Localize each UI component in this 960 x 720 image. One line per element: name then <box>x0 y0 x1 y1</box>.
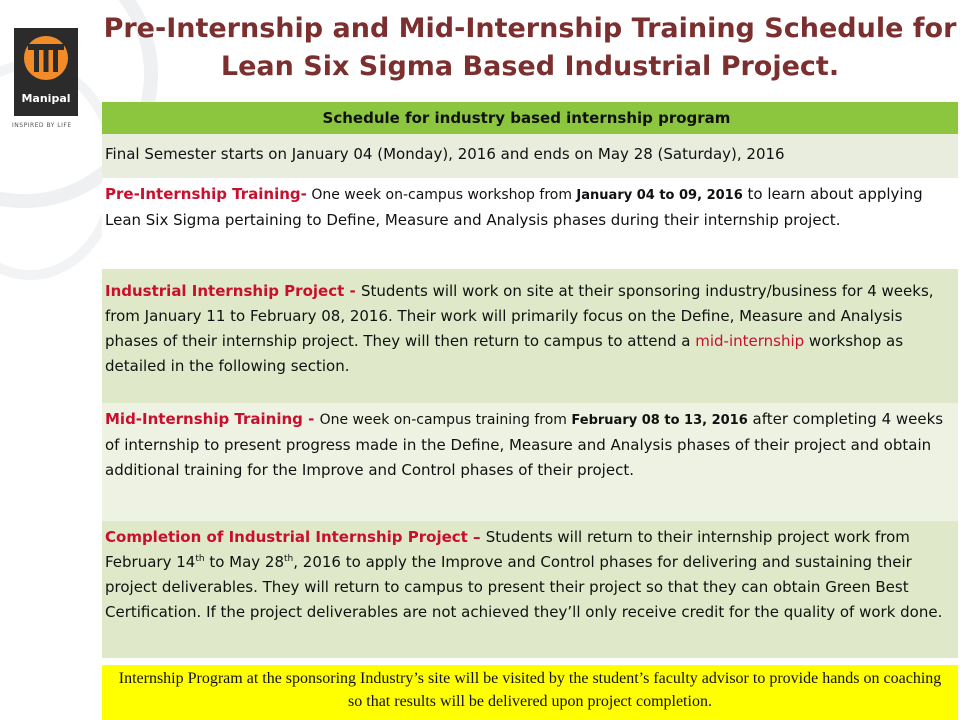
pre-internship-date: January 04 to 09, 2016 <box>576 188 743 203</box>
page-title: Pre-Internship and Mid-Internship Training Schedule for Lean Six Sigma Based Industrial Project. <box>103 13 957 82</box>
pre-internship-label: Pre-Internship Training- <box>105 185 307 203</box>
schedule-table <box>102 102 958 658</box>
industrial-internship-text-cont: workshop as detailed in the following section. <box>105 332 904 375</box>
mid-internship-row <box>102 403 958 521</box>
completion-text-3: , 2016 to apply the Improve and Control phases for delivering and sustaining their project deliverables. They will return to campus to present their project so that they can obtain Green Best Certification. If the project deliverables are not achieved they’ll only receive credit for the quality of work done. <box>105 553 943 621</box>
mid-internship-text-cont: after completing 4 weeks of internship to present progress made in the Define, Measure and Analysis phases of their project and obtain additional training for the Improve and Control phases of their project. <box>105 410 944 479</box>
pre-internship-text: One week on-campus workshop from <box>306 187 577 203</box>
brand-tagline: INSPIRED BY LIFE <box>12 122 72 129</box>
mid-internship-label: Mid-Internship Training - <box>105 410 320 428</box>
industrial-internship-row <box>102 269 958 403</box>
completion-label: Completion of Industrial Internship Project – <box>105 528 486 546</box>
pre-internship-text-cont: to learn about applying Lean Six Sigma pertaining to Define, Measure and Analysis phases during their internship project. <box>105 185 923 229</box>
mid-internship-text: One week on-campus training from <box>319 412 572 428</box>
mid-internship-date: February 08 to 13, 2016 <box>571 413 748 428</box>
table-header: Schedule for industry based internship program <box>102 102 958 134</box>
industrial-internship-text: Students will work on site at their sponsoring industry/business for 4 weeks, from January 11 to February 08, 2016. Their work will primarily focus on the Define, Measure and Analysis phases of their internship project. They will then return to campus to attend a <box>105 282 934 350</box>
completion-sup-1: th <box>195 554 205 564</box>
semester-row: Final Semester starts on January 04 (Monday), 2016 and ends on May 28 (Saturday), 2016 <box>102 134 958 178</box>
manipal-logo <box>14 28 78 116</box>
pre-internship-row <box>102 178 958 269</box>
industrial-internship-label: Industrial Internship Project - <box>105 282 361 300</box>
completion-row <box>102 521 958 658</box>
completion-text: Students will return to their internship project work from February 14 <box>105 528 910 571</box>
logo-text: Manipal <box>21 92 71 105</box>
completion-sup-2: th <box>284 554 294 564</box>
mid-internship-highlight: mid-internship <box>695 332 805 350</box>
completion-text-2: to May 28 <box>204 553 285 571</box>
footer-note: Internship Program at the sponsoring Industry’s site will be visited by the student’s faculty advisor to provide hands on coaching so that results will be delivered upon project completion. <box>102 665 958 720</box>
